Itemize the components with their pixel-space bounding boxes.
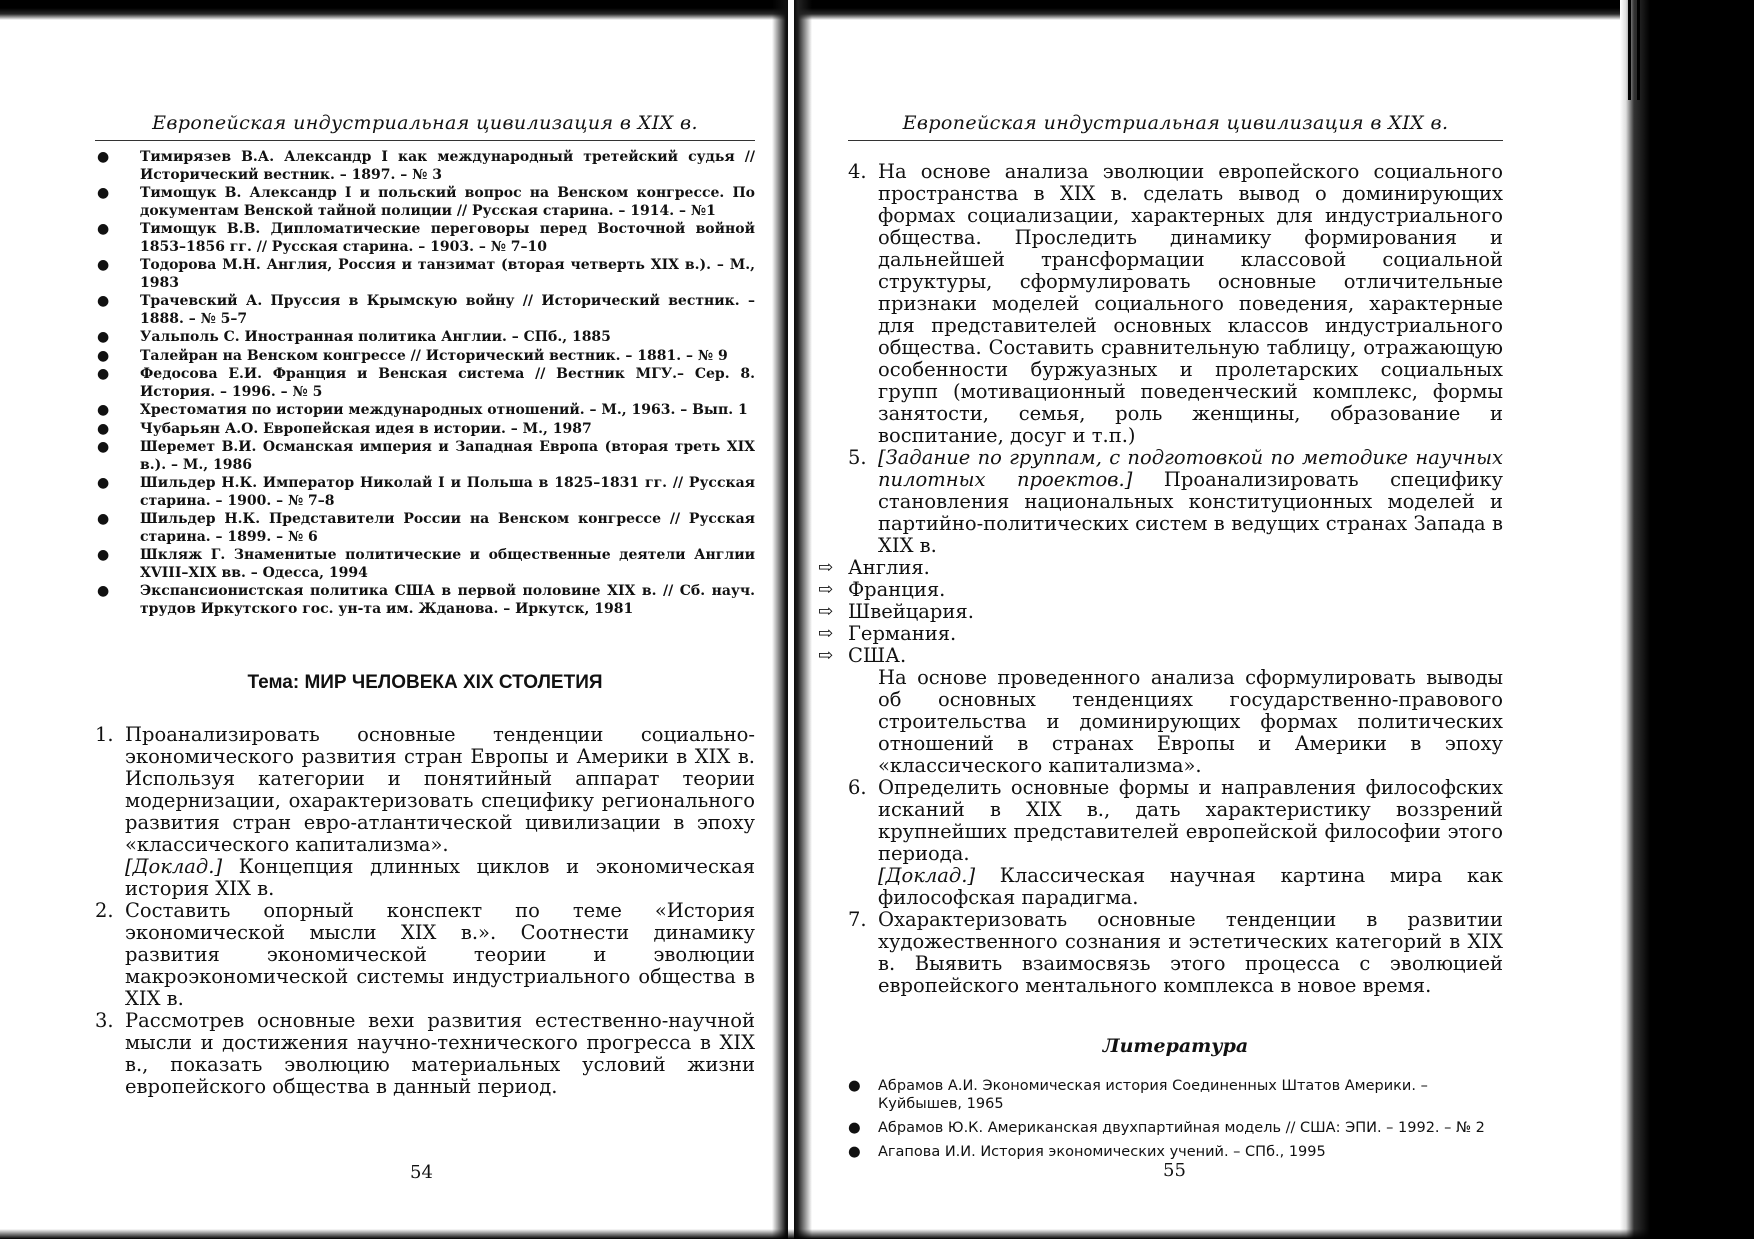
bullet-icon: ● xyxy=(97,439,110,455)
country-item xyxy=(818,623,1503,645)
bullet-icon: ● xyxy=(97,475,110,491)
doklad-label: [Доклад.] xyxy=(878,864,976,887)
task-number: 1. xyxy=(95,723,114,746)
reference-text: Шильдер Н.К. Император Николай I и Польша в 1825–1831 гг. // Русская старина. – 1900. – № 7–8 xyxy=(140,475,755,509)
reference-text: Шеремет В.И. Османская империя и Западная Европа (вторая треть XIX в.). – М., 1986 xyxy=(140,439,755,473)
task-text: Рассмотрев основные вехи развития естественно-научной мысли и достижения научно-технического прогресса в XIX в., показать эволюцию материальных условий жизни европейского общества в данный период. xyxy=(125,1009,755,1098)
literature-item xyxy=(848,1143,1503,1161)
literature-item xyxy=(848,1119,1503,1137)
task-number: 7. xyxy=(848,908,867,931)
task-list xyxy=(848,667,1503,997)
bullet-icon: ● xyxy=(97,257,110,273)
task-doklad xyxy=(125,856,755,900)
bullet-icon: ● xyxy=(97,583,110,599)
task-item-1 xyxy=(95,724,755,900)
bullet-icon: ● xyxy=(97,329,110,345)
task-note: [Задание по группам, с подготовкой по методике научных пилотных проектов.] xyxy=(878,446,1503,491)
arrow-right-icon: ⇨ xyxy=(818,557,834,578)
task-item-2 xyxy=(95,900,755,1010)
task-text: Составить опорный конспект по теме «История экономической мысли XIX в.». Соотнести динамику развития экономической теории и эволюции макроэкономической системы индустриального общества в XIX в. xyxy=(125,899,755,1010)
country-item xyxy=(818,645,1503,667)
task-text xyxy=(878,447,1503,557)
country-item xyxy=(818,601,1503,623)
page-number: 55 xyxy=(1163,1160,1186,1181)
scan-right-edge-shadow xyxy=(1620,0,1754,1239)
task-text: На основе проведенного анализа сформулировать выводы об основных тенденциях государственно-правового строительства и доминирующих формах политических отношений в странах Европы и Америки в эпоху «классического капитализма». xyxy=(878,666,1503,777)
task-doklad xyxy=(878,865,1503,909)
reference-item xyxy=(95,149,755,184)
page-edge-line xyxy=(1628,0,1631,100)
doklad-label: [Доклад.] xyxy=(125,855,223,878)
task-item-7 xyxy=(848,909,1503,997)
country-name: США. xyxy=(848,644,907,667)
literature-text: Абрамов Ю.К. Американская двухпартийная модель // США: ЭПИ. – 1992. – № 2 xyxy=(878,1120,1485,1136)
reference-item xyxy=(95,293,755,328)
bullet-icon: ● xyxy=(97,347,110,364)
bullet-icon: ● xyxy=(97,547,110,563)
country-item xyxy=(818,579,1503,601)
reference-text: Уальполь С. Иностранная политика Англии. – СПб., 1885 xyxy=(140,329,611,345)
reference-text: Чубарьян А.О. Европейская идея в истории. – М., 1987 xyxy=(140,420,592,437)
bullet-icon: ● xyxy=(97,366,110,382)
task-conclusion xyxy=(848,667,1503,777)
reference-text: Тимощук В. Александр I и польский вопрос на Венском конгрессе. По документам Венской тайной полиции // Русская старина. – 1914. – №1 xyxy=(140,185,755,219)
reference-text: Шильдер Н.К. Представители России на Венском конгрессе // Русская старина. – 1899. – № 6 xyxy=(140,511,755,545)
reference-text: Талейран на Венском конгрессе // Исторический вестник. – 1881. – № 9 xyxy=(140,347,728,364)
literature-text: Абрамов А.И. Экономическая история Соединенных Штатов Америки. – Куйбышев, 1965 xyxy=(878,1078,1428,1112)
country-name: Франция. xyxy=(848,578,946,601)
task-list xyxy=(95,724,755,1098)
reference-text: Тодорова М.Н. Англия, Россия и танзимат (вторая четверть XIX в.). – М., 1983 xyxy=(140,257,755,291)
task-list xyxy=(848,161,1503,557)
literature-title: Литература xyxy=(1102,1035,1249,1057)
country-name: Англия. xyxy=(848,556,930,579)
reference-item xyxy=(95,421,755,439)
running-head: Европейская индустриальная цивилизация в XIX в. xyxy=(848,112,1503,141)
reference-item xyxy=(95,348,755,366)
literature-list xyxy=(848,1077,1503,1161)
task-text: Охарактеризовать основные тенденции в развитии художественного сознания и эстетических категорий в XIX в. Выявить взаимосвязь этого процесса с эволюцией европейского ментального комплекса в новое время. xyxy=(878,908,1503,997)
bullet-icon: ● xyxy=(97,402,110,418)
page-number: 54 xyxy=(410,1162,433,1183)
reference-text: Трачевский А. Пруссия в Крымскую войну // Исторический вестник. – 1888. – № 5–7 xyxy=(140,293,755,327)
doklad-text: Концепция длинных циклов и экономическая история XIX в. xyxy=(125,855,755,900)
reference-item xyxy=(95,329,755,347)
task-text: Определить основные формы и направления философских исканий в XIX в., дать характеристику воззрений крупнейших представителей европейской философии этого периода. xyxy=(878,776,1503,865)
topic-title: Тема: МИР ЧЕЛОВЕКА XIX СТОЛЕТИЯ xyxy=(247,672,603,693)
reference-item xyxy=(95,547,755,582)
literature-text: Агапова И.И. История экономических учений. – СПб., 1995 xyxy=(878,1144,1326,1160)
bullet-icon: ● xyxy=(848,1144,861,1160)
reference-item xyxy=(95,402,755,420)
reference-item xyxy=(95,583,755,618)
reference-text: Экспансионистская политика США в первой половине XIX в. // Сб. науч. трудов Иркутского гос. ун-та им. Жданова. – Иркутск, 1981 xyxy=(140,583,755,617)
scan-bottom-edge xyxy=(0,1229,1754,1239)
task-number: 4. xyxy=(848,160,867,183)
doklad-text: Классическая научная картина мира как философская парадигма. xyxy=(878,864,1503,909)
task-number: 5. xyxy=(848,446,867,469)
reference-item xyxy=(95,366,755,401)
bullet-icon: ● xyxy=(97,420,110,437)
reference-item xyxy=(95,439,755,474)
running-head: Европейская индустриальная цивилизация в XIX в. xyxy=(95,112,755,141)
arrow-right-icon: ⇨ xyxy=(818,623,834,644)
left-page xyxy=(95,90,755,1098)
scan-top-shadow xyxy=(0,0,1754,20)
reference-text: Тимощук В.В. Дипломатические переговоры перед Восточной войной 1853–1856 гг. // Русская старина. – 1903. – № 7–10 xyxy=(140,221,755,255)
task-text: На основе анализа эволюции европейского социального пространства в XIX в. сделать вывод о доминирующих формах социализации, характерных для индустриального общества. Проследить динамику формирования и дальнейшей трансформации классовой социальной структуры, сформулировать основные отличительные признаки моделей социального поведения, характерные для представителей основных классов индустриального общества. Составить сравнительную таблицу, отражающую особенности буржуазных и пролетарских социальных групп (мотивационный поведенческий комплекс, формы занятости, семья, роль женщины, образование и воспитание, досуг и т.п.) xyxy=(878,160,1503,447)
bullet-icon: ● xyxy=(97,185,110,201)
bullet-icon: ● xyxy=(97,511,110,527)
reference-item xyxy=(95,221,755,256)
task-item-6 xyxy=(848,777,1503,909)
bullet-icon: ● xyxy=(97,149,110,165)
bullet-icon: ● xyxy=(848,1078,861,1094)
bullet-icon: ● xyxy=(848,1120,861,1136)
arrow-right-icon: ⇨ xyxy=(818,645,834,666)
reference-text: Хрестоматия по истории международных отношений. – М., 1963. – Вып. 1 xyxy=(140,402,748,418)
reference-item xyxy=(95,475,755,510)
reference-text: Тимирязев В.А. Александр I как международный третейский судья // Исторический вестник. – 1897. – № 3 xyxy=(140,149,755,183)
right-page xyxy=(818,90,1503,1167)
reference-text: Шкляж Г. Знаменитые политические и общественные деятели Англии XVIII–XIX вв. – Одесса, 1994 xyxy=(140,547,755,581)
task-number: 3. xyxy=(95,1009,114,1032)
task-number: 2. xyxy=(95,899,114,922)
reference-item xyxy=(95,257,755,292)
task-item-4 xyxy=(848,161,1503,447)
country-item xyxy=(818,557,1503,579)
country-list xyxy=(818,557,1503,667)
reference-item xyxy=(95,185,755,220)
task-item-3 xyxy=(95,1010,755,1098)
task-text: Проанализировать основные тенденции социально-экономического развития стран Европы и Америки в XIX в. Используя категории и понятийный аппарат теории модернизации, охарактеризовать специфику регионального развития стран евро-атлантической цивилизации в эпоху «классического капитализма». xyxy=(125,723,755,856)
bullet-icon: ● xyxy=(97,293,110,309)
binding-gap xyxy=(788,0,794,1239)
country-name: Швейцария. xyxy=(848,600,974,623)
arrow-right-icon: ⇨ xyxy=(818,601,834,622)
task-item-5 xyxy=(848,447,1503,557)
task-body: Проанализировать специфику становления национальных конституционных моделей и партийно-политических систем в ведущих странах Запада в XIX в. xyxy=(878,468,1503,557)
task-number: 6. xyxy=(848,776,867,799)
reference-item xyxy=(95,511,755,546)
arrow-right-icon: ⇨ xyxy=(818,579,834,600)
page-edge-line xyxy=(1637,0,1640,100)
reference-list xyxy=(95,149,755,618)
bullet-icon: ● xyxy=(97,221,110,237)
reference-text: Федосова Е.И. Франция и Венская система // Вестник МГУ.– Сер. 8. История. – 1996. – № 5 xyxy=(140,366,755,400)
country-name: Германия. xyxy=(848,622,957,645)
literature-item xyxy=(848,1077,1503,1113)
